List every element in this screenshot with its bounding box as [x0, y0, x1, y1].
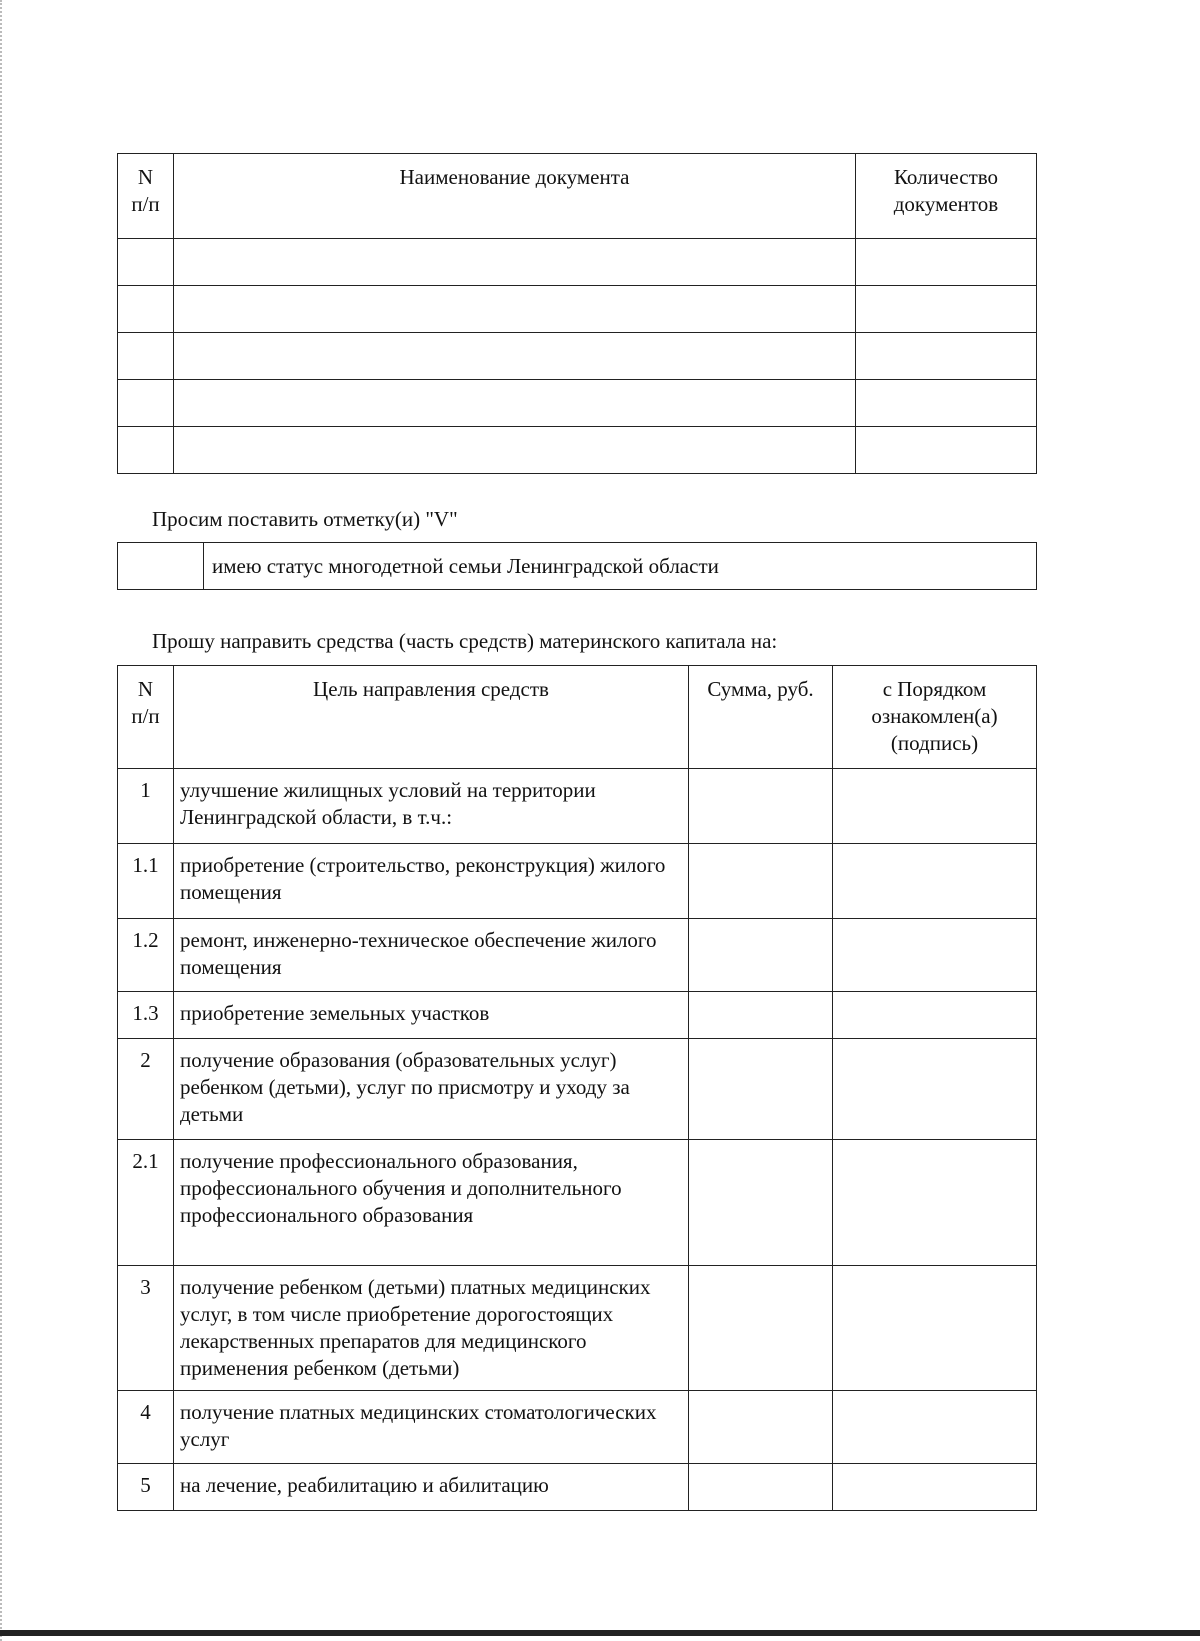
scan-bottom-edge	[0, 1630, 1200, 1636]
row-goal: на лечение, реабилитацию и абилитацию	[174, 1464, 689, 1511]
row-sum-cell[interactable]	[689, 769, 833, 844]
row-signature-cell[interactable]	[833, 1140, 1037, 1266]
row-signature-cell[interactable]	[833, 1039, 1037, 1140]
funds-table	[117, 665, 1037, 1511]
header-sum: Сумма, руб.	[689, 666, 833, 769]
funds-table-header	[118, 666, 1037, 769]
row-sum-cell[interactable]	[689, 1140, 833, 1266]
row-sum-cell[interactable]	[689, 1391, 833, 1464]
row-signature-cell[interactable]	[833, 1266, 1037, 1391]
doc-count-cell[interactable]	[856, 333, 1037, 380]
row-signature-cell[interactable]	[833, 1464, 1037, 1511]
row-signature-cell[interactable]	[833, 992, 1037, 1039]
row-sum-cell[interactable]	[689, 1039, 833, 1140]
row-goal: ремонт, инженерно-техническое обеспечение жилого помещения	[174, 919, 689, 992]
row-goal: приобретение земельных участков	[174, 992, 689, 1039]
row-sum-cell[interactable]	[689, 919, 833, 992]
row-number: 1	[118, 769, 174, 844]
header-document-count: Количество документов	[856, 154, 1037, 239]
scan-edge-dots	[0, 0, 5, 1641]
table-row	[118, 380, 1037, 427]
row-number: 5	[118, 1464, 174, 1511]
doc-number-cell[interactable]	[118, 380, 174, 427]
doc-number-cell[interactable]	[118, 286, 174, 333]
row-signature-cell[interactable]	[833, 844, 1037, 919]
doc-number-cell[interactable]	[118, 239, 174, 286]
table-row	[118, 919, 1037, 992]
row-sum-cell[interactable]	[689, 844, 833, 919]
table-row	[118, 769, 1037, 844]
status-mark-box[interactable]	[118, 543, 204, 590]
mark-request-text: Просим поставить отметку(и) "V"	[152, 507, 458, 531]
table-row	[118, 1039, 1037, 1140]
doc-name-cell[interactable]	[174, 333, 856, 380]
row-sum-cell[interactable]	[689, 1266, 833, 1391]
row-signature-cell[interactable]	[833, 769, 1037, 844]
row-number: 2	[118, 1039, 174, 1140]
table-row	[118, 844, 1037, 919]
row-number: 1.1	[118, 844, 174, 919]
status-table	[117, 542, 1037, 590]
table-row	[118, 1266, 1037, 1391]
documents-table-header	[118, 154, 1037, 239]
row-goal: получение платных медицинских стоматологических услуг	[174, 1391, 689, 1464]
table-row	[118, 239, 1037, 286]
doc-count-cell[interactable]	[856, 427, 1037, 474]
row-number: 4	[118, 1391, 174, 1464]
doc-count-cell[interactable]	[856, 239, 1037, 286]
doc-count-cell[interactable]	[856, 380, 1037, 427]
header-goal: Цель направления средств	[174, 666, 689, 769]
table-row	[118, 286, 1037, 333]
row-number: 3	[118, 1266, 174, 1391]
row-goal: приобретение (строительство, реконструкция) жилого помещения	[174, 844, 689, 919]
status-text: имею статус многодетной семьи Ленинградской области	[204, 543, 1037, 590]
header-number: N п/п	[118, 666, 174, 769]
row-sum-cell[interactable]	[689, 992, 833, 1039]
doc-name-cell[interactable]	[174, 239, 856, 286]
row-sum-cell[interactable]	[689, 1464, 833, 1511]
header-number: N п/п	[118, 154, 174, 239]
table-row	[118, 333, 1037, 380]
row-goal: получение ребенком (детьми) платных медицинских услуг, в том числе приобретение дорогостоящих лекарственных препаратов для медицинского применения ребенком (детьми)	[174, 1266, 689, 1391]
header-document-name: Наименование документа	[174, 154, 856, 239]
doc-number-cell[interactable]	[118, 427, 174, 474]
table-row	[118, 427, 1037, 474]
row-number: 1.2	[118, 919, 174, 992]
doc-name-cell[interactable]	[174, 286, 856, 333]
row-goal: получение профессионального образования, профессионального обучения и дополнительного профессионального образования	[174, 1140, 689, 1266]
table-row	[118, 1140, 1037, 1266]
row-signature-cell[interactable]	[833, 919, 1037, 992]
doc-number-cell[interactable]	[118, 333, 174, 380]
row-number: 2.1	[118, 1140, 174, 1266]
table-row	[118, 1391, 1037, 1464]
doc-name-cell[interactable]	[174, 427, 856, 474]
row-number: 1.3	[118, 992, 174, 1039]
table-row	[118, 992, 1037, 1039]
documents-table	[117, 153, 1037, 474]
doc-count-cell[interactable]	[856, 286, 1037, 333]
header-signature: с Порядком ознакомлен(а) (подпись)	[833, 666, 1037, 769]
row-signature-cell[interactable]	[833, 1391, 1037, 1464]
row-goal: получение образования (образовательных услуг) ребенком (детьми), услуг по присмотру и уходу за детьми	[174, 1039, 689, 1140]
row-goal: улучшение жилищных условий на территории Ленинградской области, в т.ч.:	[174, 769, 689, 844]
direct-request-text: Прошу направить средства (часть средств) материнского капитала на:	[152, 629, 778, 653]
table-row	[118, 1464, 1037, 1511]
status-row	[118, 543, 1037, 590]
doc-name-cell[interactable]	[174, 380, 856, 427]
